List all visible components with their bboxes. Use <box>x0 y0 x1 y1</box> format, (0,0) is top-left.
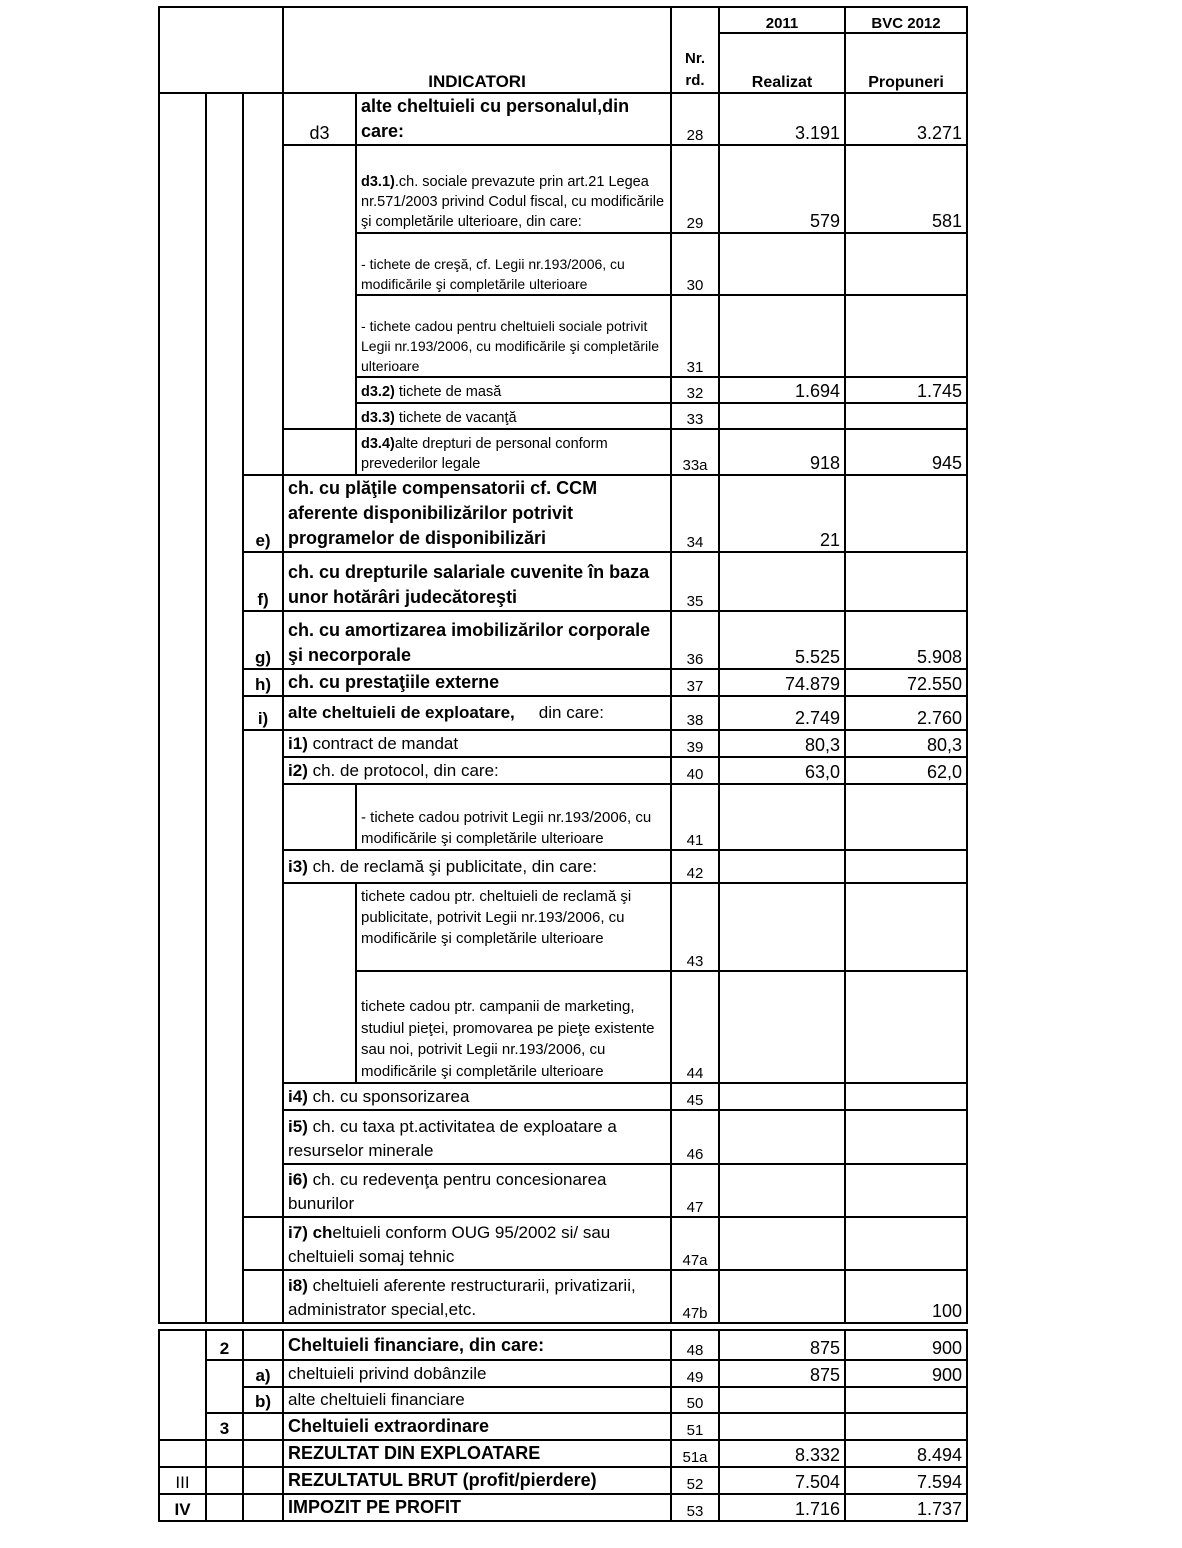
row-value-2011: 8.332 <box>719 1440 845 1467</box>
row-value-2011 <box>719 1217 845 1270</box>
row-label: tichete cadou ptr. campanii de marketing, studiul pieţei, promovarea pe pieţe existente sau noi, potrivit Legii nr.193/2006, cu modificările şi completările ulterioare <box>356 971 671 1083</box>
table-row <box>159 1387 967 1413</box>
row-label <box>356 145 671 233</box>
row-label-prefix: i3) <box>288 856 308 876</box>
row-value-2012 <box>845 1413 967 1440</box>
row-code: g) <box>243 611 283 669</box>
row-label-prefix: d3.2) <box>361 384 395 400</box>
row-rd: 38 <box>671 696 719 730</box>
row-code: h) <box>243 669 283 696</box>
row-label-text: .ch. sociale prevazute prin art.21 Legea nr.571/2003 privind Codul fiscal, cu modificările şi completările ulterioare, din care: <box>361 174 665 230</box>
row-rd: 47a <box>671 1217 719 1270</box>
row-value-2012: 1.745 <box>845 377 967 403</box>
row-value-2011: 918 <box>719 429 845 475</box>
row-label: alte cheltuieli cu personalul,din care: <box>356 93 671 145</box>
row-rd: 33 <box>671 403 719 429</box>
row-value-2012: 72.550 <box>845 669 967 696</box>
row-label-text: ch. de protocol, din care: <box>307 761 499 780</box>
col2-block-i <box>243 730 283 1217</box>
header-rd: rd. <box>685 72 705 89</box>
row-value-2012 <box>845 883 967 971</box>
row-value-2011 <box>719 295 845 377</box>
row-rd: 49 <box>671 1360 719 1387</box>
col1-blank <box>206 1494 243 1521</box>
row-value-2011 <box>719 403 845 429</box>
row-value-2012 <box>845 784 967 850</box>
row-value-2011: 1.694 <box>719 377 845 403</box>
col2-block <box>243 93 283 475</box>
row-label-text: alte drepturi de personal conform prevederilor legale <box>361 436 608 472</box>
row-rd: 40 <box>671 757 719 784</box>
row-value-2012 <box>845 850 967 883</box>
table-row <box>159 475 967 552</box>
row-label-prefix: i5) <box>288 1117 308 1136</box>
row-value-2012: 1.737 <box>845 1494 967 1521</box>
row-value-2012: 100 <box>845 1270 967 1323</box>
row-label-prefix: i7) ch <box>288 1223 333 1242</box>
row-label <box>283 1270 671 1323</box>
col2-blank <box>243 1413 283 1440</box>
row-label <box>283 1110 671 1164</box>
row-label: ch. cu amortizarea imobilizărilor corporale şi necorporale <box>283 611 671 669</box>
table-row <box>159 1440 967 1467</box>
row-value-2012 <box>845 1387 967 1413</box>
row-rd: 41 <box>671 784 719 850</box>
row-label-prefix: i6) <box>288 1170 308 1189</box>
row-label: - tichete de creşă, cf. Legii nr.193/2006, cu modificările şi completările ulterioare <box>356 233 671 295</box>
header-realizat: Realizat <box>719 33 845 93</box>
indicators-table <box>158 6 968 1324</box>
row-label-prefix: d3.1) <box>361 174 395 190</box>
row-value-2011 <box>719 883 845 971</box>
header-nr: Nr. <box>685 50 706 67</box>
row-value-2011 <box>719 1110 845 1164</box>
row-code: 2 <box>206 1330 243 1360</box>
row-value-2011 <box>719 1164 845 1217</box>
row-code: a) <box>243 1360 283 1387</box>
row-label-prefix: i1) <box>288 734 308 753</box>
header-nr-rd <box>671 7 719 93</box>
row-label-prefix: i8) <box>288 1276 308 1295</box>
col0-block <box>159 1330 206 1440</box>
row-label <box>283 757 671 784</box>
row-label: ch. cu prestaţiile externe <box>283 669 671 696</box>
table-row <box>159 696 967 730</box>
row-code: IV <box>159 1494 206 1521</box>
table-row <box>159 1270 967 1323</box>
row-label-prefix: i4) <box>288 1087 308 1106</box>
row-label-prefix: d3.4) <box>361 436 395 452</box>
row-rd: 31 <box>671 295 719 377</box>
row-label: cheltuieli privind dobânzile <box>283 1360 671 1387</box>
row-label <box>283 1164 671 1217</box>
row-rd: 48 <box>671 1330 719 1360</box>
col1-blank <box>206 1440 243 1467</box>
col1-blank <box>206 1360 243 1413</box>
row-value-2012: 945 <box>845 429 967 475</box>
row-value-2011: 63,0 <box>719 757 845 784</box>
row-value-2011: 7.504 <box>719 1467 845 1494</box>
row-value-2012: 3.271 <box>845 93 967 145</box>
row-label: ch. cu plăţile compensatorii cf. CCM aferente disponibilizărilor potrivit programelor de disponibilizări <box>283 475 671 552</box>
row-label-text: cheltuieli aferente restructurarii, privatizarii, administrator special,etc. <box>288 1276 636 1319</box>
table-row <box>159 1330 967 1360</box>
row-label <box>283 1217 671 1270</box>
row-rd: 47 <box>671 1164 719 1217</box>
col1-blank <box>206 1467 243 1494</box>
row-label-text: ch. cu redevenţa pentru concesionarea bunurilor <box>288 1170 607 1213</box>
row-label: alte cheltuieli financiare <box>283 1387 671 1413</box>
row-label <box>283 850 671 883</box>
row-label-suffix: din care: <box>538 703 604 722</box>
col2-blank <box>243 1494 283 1521</box>
row-label: REZULTAT DIN EXPLOATARE <box>283 1440 671 1467</box>
row-value-2012: 8.494 <box>845 1440 967 1467</box>
row-label-text: alte cheltuieli de exploatare, <box>288 703 515 722</box>
col1-block <box>206 93 243 1323</box>
row-label: Cheltuieli financiare, din care: <box>283 1330 671 1360</box>
table-row <box>159 1217 967 1270</box>
row-rd: 30 <box>671 233 719 295</box>
row-value-2011 <box>719 1270 845 1323</box>
table-row <box>159 1360 967 1387</box>
row-value-2011: 5.525 <box>719 611 845 669</box>
row-label-prefix: i2) <box>288 761 308 780</box>
row-value-2011 <box>719 971 845 1083</box>
row-value-2011 <box>719 850 845 883</box>
col2-blank <box>243 1440 283 1467</box>
row-value-2011 <box>719 1413 845 1440</box>
row-value-2012: 900 <box>845 1330 967 1360</box>
table-row <box>159 669 967 696</box>
row-value-2012: 900 <box>845 1360 967 1387</box>
table-row <box>159 1467 967 1494</box>
sub-blank <box>283 883 356 1083</box>
row-value-2011 <box>719 1387 845 1413</box>
row-value-2012 <box>845 233 967 295</box>
row-label-prefix: d3.3) <box>361 410 395 426</box>
row-code: e) <box>243 475 283 552</box>
row-label-text: eltuieli conform OUG 95/2002 si/ sau cheltuieli somaj tehnic <box>288 1223 611 1266</box>
indicators-table-bottom <box>158 1329 968 1522</box>
row-rd: 50 <box>671 1387 719 1413</box>
col0-block <box>159 93 206 1323</box>
row-value-2012 <box>845 1217 967 1270</box>
row-label: ch. cu drepturile salariale cuvenite în baza unor hotărâri judecătoreşti <box>283 552 671 611</box>
row-rd: 53 <box>671 1494 719 1521</box>
row-value-2011: 875 <box>719 1330 845 1360</box>
col2-blank <box>243 1467 283 1494</box>
table-row <box>159 730 967 757</box>
table-row <box>159 611 967 669</box>
row-code: i) <box>243 696 283 730</box>
header-blank <box>159 7 283 93</box>
row-label <box>356 429 671 475</box>
row-label-text: contract de mandat <box>307 734 459 753</box>
row-label-text: tichete de vacanţă <box>394 410 517 426</box>
sub-blank <box>283 784 356 850</box>
row-value-2011 <box>719 784 845 850</box>
sub-blank <box>283 429 356 475</box>
row-code: d3 <box>283 93 356 145</box>
row-value-2011 <box>719 552 845 611</box>
row-label: Cheltuieli extraordinare <box>283 1413 671 1440</box>
row-value-2012 <box>845 971 967 1083</box>
row-label: REZULTATUL BRUT (profit/pierdere) <box>283 1467 671 1494</box>
row-rd: 52 <box>671 1467 719 1494</box>
row-value-2011: 80,3 <box>719 730 845 757</box>
row-label <box>356 403 671 429</box>
row-value-2011: 21 <box>719 475 845 552</box>
row-rd: 28 <box>671 93 719 145</box>
row-rd: 51a <box>671 1440 719 1467</box>
row-rd: 51 <box>671 1413 719 1440</box>
row-rd: 47b <box>671 1270 719 1323</box>
header-bvc-2012: BVC 2012 <box>845 7 967 33</box>
row-rd: 34 <box>671 475 719 552</box>
row-label-text: tichete de masă <box>394 384 502 400</box>
row-label: tichete cadou ptr. cheltuieli de reclamă şi publicitate, potrivit Legii nr.193/2006, cu modificările şi completările ulterioare <box>356 883 671 971</box>
header-propuneri: Propuneri <box>845 33 967 93</box>
table-row <box>159 1494 967 1521</box>
table-row <box>159 1413 967 1440</box>
row-value-2012 <box>845 1164 967 1217</box>
table-row <box>159 552 967 611</box>
header-year-2011: 2011 <box>719 7 845 33</box>
sub-blank <box>243 1270 283 1323</box>
row-rd: 45 <box>671 1083 719 1110</box>
row-value-2011: 875 <box>719 1360 845 1387</box>
row-code: III <box>159 1467 206 1494</box>
row-value-2012 <box>845 403 967 429</box>
row-value-2012 <box>845 1083 967 1110</box>
row-value-2012: 80,3 <box>845 730 967 757</box>
row-value-2012 <box>845 1110 967 1164</box>
row-label: - tichete cadou pentru cheltuieli sociale potrivit Legii nr.193/2006, cu modificările şi completările ulterioare <box>356 295 671 377</box>
row-value-2012: 2.760 <box>845 696 967 730</box>
row-rd: 33a <box>671 429 719 475</box>
row-label <box>283 1083 671 1110</box>
row-value-2011: 2.749 <box>719 696 845 730</box>
sub-blank <box>283 145 356 429</box>
row-rd: 29 <box>671 145 719 233</box>
row-code: f) <box>243 552 283 611</box>
row-value-2011: 579 <box>719 145 845 233</box>
row-rd: 37 <box>671 669 719 696</box>
row-rd: 44 <box>671 971 719 1083</box>
header-indicatori: INDICATORI <box>283 7 671 93</box>
row-rd: 46 <box>671 1110 719 1164</box>
row-value-2011: 3.191 <box>719 93 845 145</box>
row-rd: 36 <box>671 611 719 669</box>
row-label-text: ch. de reclamă şi publicitate, din care: <box>307 856 598 876</box>
table-row <box>159 93 967 145</box>
row-rd: 42 <box>671 850 719 883</box>
row-code: 3 <box>206 1413 243 1440</box>
row-label: - tichete cadou potrivit Legii nr.193/2006, cu modificările şi completările ulterioare <box>356 784 671 850</box>
row-value-2012: 62,0 <box>845 757 967 784</box>
row-label-text: ch. cu sponsorizarea <box>307 1087 470 1106</box>
row-value-2011: 74.879 <box>719 669 845 696</box>
row-label: IMPOZIT PE PROFIT <box>283 1494 671 1521</box>
row-rd: 43 <box>671 883 719 971</box>
row-value-2011 <box>719 1083 845 1110</box>
row-label <box>283 730 671 757</box>
row-rd: 39 <box>671 730 719 757</box>
sub-blank <box>243 1217 283 1270</box>
row-code: b) <box>243 1387 283 1413</box>
row-label <box>356 377 671 403</box>
row-value-2011 <box>719 233 845 295</box>
row-value-2012 <box>845 295 967 377</box>
row-value-2012 <box>845 475 967 552</box>
row-label-text: ch. cu taxa pt.activitatea de exploatare a resurselor minerale <box>288 1117 617 1160</box>
row-value-2012 <box>845 552 967 611</box>
row-rd: 32 <box>671 377 719 403</box>
row-value-2012: 581 <box>845 145 967 233</box>
col0-blank <box>159 1440 206 1467</box>
row-value-2012: 5.908 <box>845 611 967 669</box>
row-label <box>283 696 671 730</box>
row-value-2012: 7.594 <box>845 1467 967 1494</box>
row-value-2011: 1.716 <box>719 1494 845 1521</box>
row-rd: 35 <box>671 552 719 611</box>
col2-blank <box>243 1330 283 1360</box>
